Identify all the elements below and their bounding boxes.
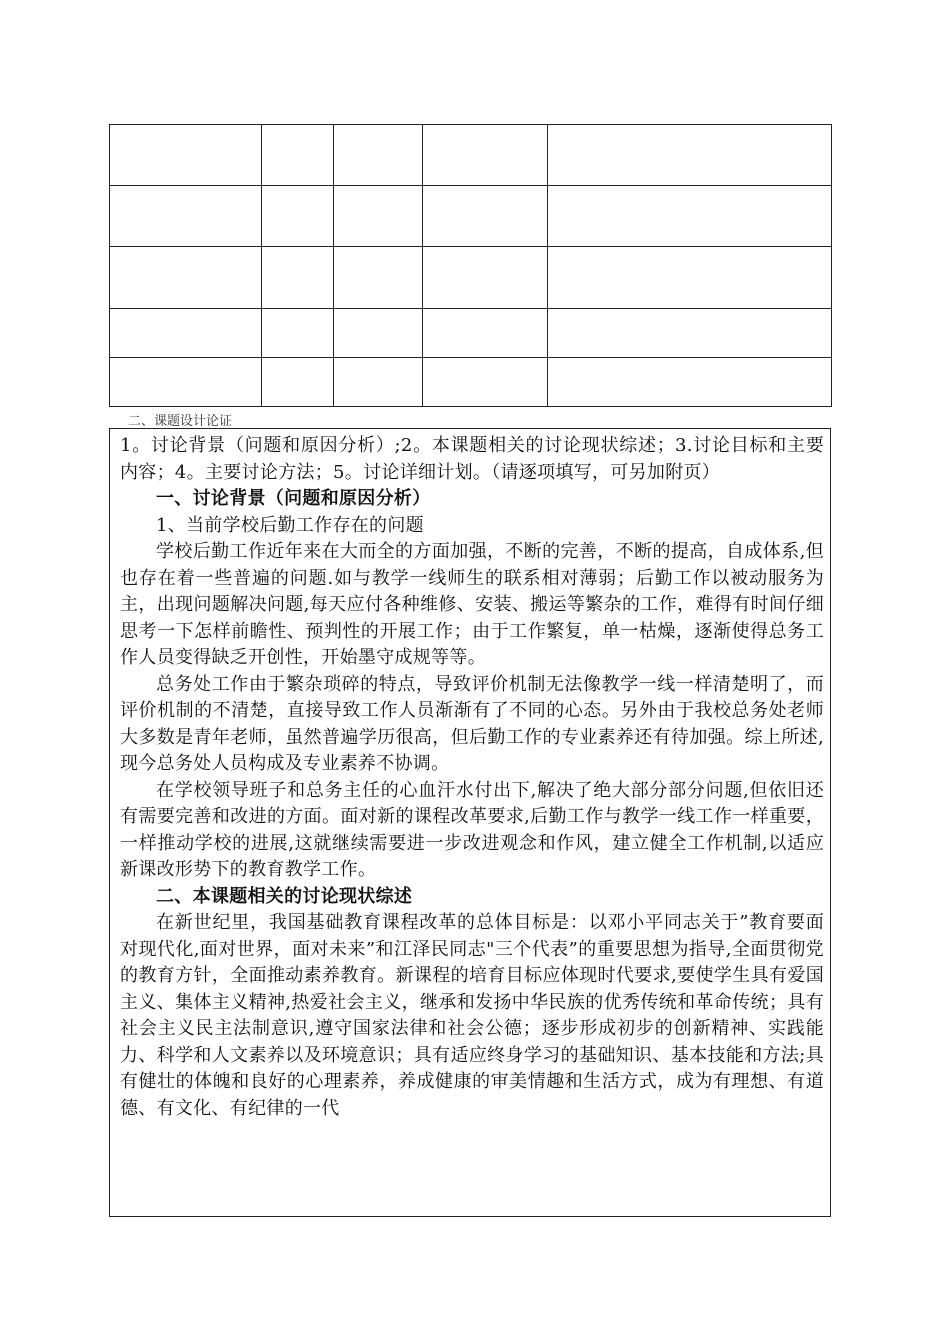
table-cell xyxy=(334,247,423,308)
table-row xyxy=(110,357,832,406)
paragraph: 学校后勤工作近年来在大而全的方面加强，不断的完善，不断的提高，自成体系,但也存在着一些普遍的问题.如与教学一线师生的联系相对薄弱；后勤工作以被动服务为主，出现问题解决问题,每天应付各种维修、安装、搬运等繁杂的工作，难得有时间仔细思考一下怎样前瞻性、预判性的开展工作；由于工作繁复，单一枯燥，逐渐使得总务工作人员变得缺乏开创性，开始墨守成规等等。 xyxy=(120,541,824,668)
paragraph: 总务处工作由于繁杂琐碎的特点，导致评价机制无法像教学一线一样清楚明了，而评价机制的不清楚，直接导致工作人员渐渐有了不同的心态。另外由于我校总务处老师大多数是青年老师，虽然普遍学历很高，但后勤工作的专业素养还有待加强。综上所述,现今总务处人员构成及专业素养不协调。 xyxy=(120,673,824,774)
table-cell xyxy=(548,186,832,247)
table-row xyxy=(110,247,832,308)
table-cell xyxy=(548,357,832,406)
table-cell xyxy=(423,186,548,247)
table-cell xyxy=(110,125,262,186)
table-cell xyxy=(262,186,334,247)
table-cell xyxy=(110,247,262,308)
problems-subheading: 1、当前学校后勤工作存在的问题 xyxy=(156,514,424,536)
table-cell xyxy=(110,357,262,406)
table-cell xyxy=(423,357,548,406)
instructions-text: 1。讨论背景（问题和原因分析）;2。本课题相关的讨论现状综述；3.讨论目标和主要内容；4。主要讨论方法；5。讨论详细计划。（请逐项填写，可另加附页） xyxy=(120,435,824,483)
table-cell xyxy=(262,357,334,406)
table-cell xyxy=(423,247,548,308)
table-row xyxy=(110,186,832,247)
table-cell xyxy=(548,125,832,186)
table-row xyxy=(110,308,832,357)
background-heading: 一、讨论背景（问题和原因分析） xyxy=(156,488,431,509)
table-cell xyxy=(110,308,262,357)
table-cell xyxy=(334,357,423,406)
table-cell xyxy=(334,186,423,247)
section-caption: 二、课题设计论证 xyxy=(128,414,233,429)
table-cell xyxy=(548,308,832,357)
paragraph: 在新世纪里，我国基础教育课程改革的总体目标是：以邓小平同志关于”教育要面对现代化,面对世界，面对未来”和江泽民同志"三个代表”的重要思想为指导,全面贯彻党的教育方针，全面推动素养教育。新课程的培育目标应体现时代要求,要使学生具有爱国主义、集体主义精神,热爱社会主义，继承和发扬中华民族的优秀传统和革命传统；具有社会主义民主法制意识,遵守国家法律和社会公德；逐步形成初步的创新精神、实践能力、科学和人文素养以及环境意识；具有适应终身学习的基础知识、基本技能和方法;具有健壮的体魄和良好的心理素养，养成健康的审美情趣和生活方式，成为有理想、有道德、有文化、有纪律的一代 xyxy=(120,912,824,1119)
design-argument-box xyxy=(109,428,831,1217)
table-cell xyxy=(262,247,334,308)
table-cell xyxy=(262,125,334,186)
table-cell xyxy=(110,186,262,247)
table-cell xyxy=(334,308,423,357)
research-status-heading: 二、本课题相关的讨论现状综述 xyxy=(156,885,413,907)
blank-form-table xyxy=(109,124,832,407)
table-cell xyxy=(262,308,334,357)
table-row xyxy=(110,125,832,186)
table-cell xyxy=(423,125,548,186)
table-cell xyxy=(423,308,548,357)
paragraph: 在学校领导班子和总务主任的心血汗水付出下,解决了绝大部分部分问题,但依旧还有需要完善和改进的方面。面对新的课程改革要求,后勤工作与教学一线工作一样重要，一样推动学校的进展,这就继续需要进一步改进观念和作风，建立健全工作机制,以适应新课改形势下的教育教学工作。 xyxy=(120,779,824,880)
table-cell xyxy=(334,125,423,186)
table-cell xyxy=(548,247,832,308)
